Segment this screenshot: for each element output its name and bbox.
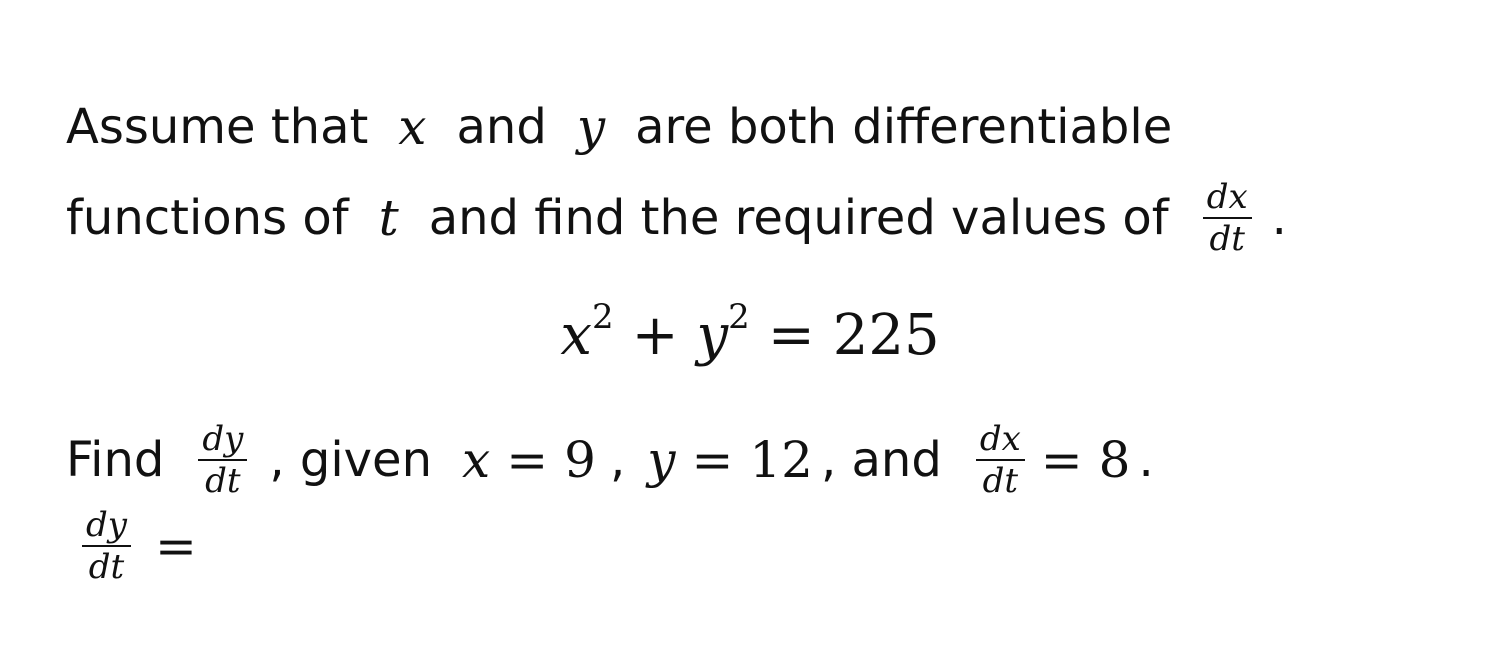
equation-plus: + (631, 303, 679, 368)
find-text: Find (66, 432, 165, 488)
equation-exponent-y: 2 (728, 297, 750, 337)
intro-text-and: and (456, 99, 547, 155)
given-text: , given (269, 432, 433, 488)
fraction-dx-dt-given (976, 419, 1025, 501)
condition-x-var: x (462, 431, 491, 489)
equation-exponent-x: 2 (591, 297, 614, 337)
equation-equals: = (767, 303, 815, 368)
find-line (66, 419, 1154, 501)
variable-x: x (398, 98, 427, 156)
fraction-numerator: dx (976, 422, 1025, 461)
intro-text-3: functions of (66, 190, 349, 246)
and-text: , and (820, 432, 942, 488)
fraction-numerator: dy (82, 508, 131, 547)
find-period: . (1138, 432, 1154, 488)
fraction-denominator: dt (982, 461, 1018, 501)
variable-t: t (378, 189, 399, 247)
intro-text-2: are both differentiable (635, 99, 1173, 155)
fraction-denominator: dt (205, 461, 241, 501)
variable-y: y (576, 98, 606, 156)
condition-x-equals: = (506, 431, 549, 489)
fraction-numerator: dx (1203, 180, 1252, 219)
equation-var-x: x (560, 303, 592, 368)
intro-line-1 (66, 98, 1173, 156)
condition-y-equals: = (691, 431, 734, 489)
fraction-numerator: dy (198, 422, 247, 461)
condition-rate-equals: = (1040, 431, 1083, 489)
fraction-dy-dt (198, 419, 247, 501)
fraction-dx-dt (1203, 177, 1252, 259)
answer-equals: = (154, 517, 197, 575)
condition-separator: , (609, 432, 626, 488)
given-equation (0, 297, 1500, 368)
intro-text-4: and find the required values of (428, 190, 1169, 246)
condition-y-value: 12 (749, 431, 813, 489)
intro-text-1: Assume that (66, 99, 369, 155)
condition-y-var: y (647, 431, 676, 489)
condition-x-value: 9 (564, 431, 596, 489)
answer-fraction-dy-dt (82, 505, 131, 587)
fraction-denominator: dt (1209, 219, 1245, 259)
condition-rate-value: 8 (1098, 431, 1131, 489)
equation-rhs: 225 (832, 303, 940, 368)
equation-var-y: y (696, 303, 729, 368)
intro-period: . (1271, 190, 1287, 246)
intro-line-2 (66, 177, 1287, 259)
answer-line (82, 505, 213, 587)
fraction-denominator: dt (88, 547, 125, 587)
